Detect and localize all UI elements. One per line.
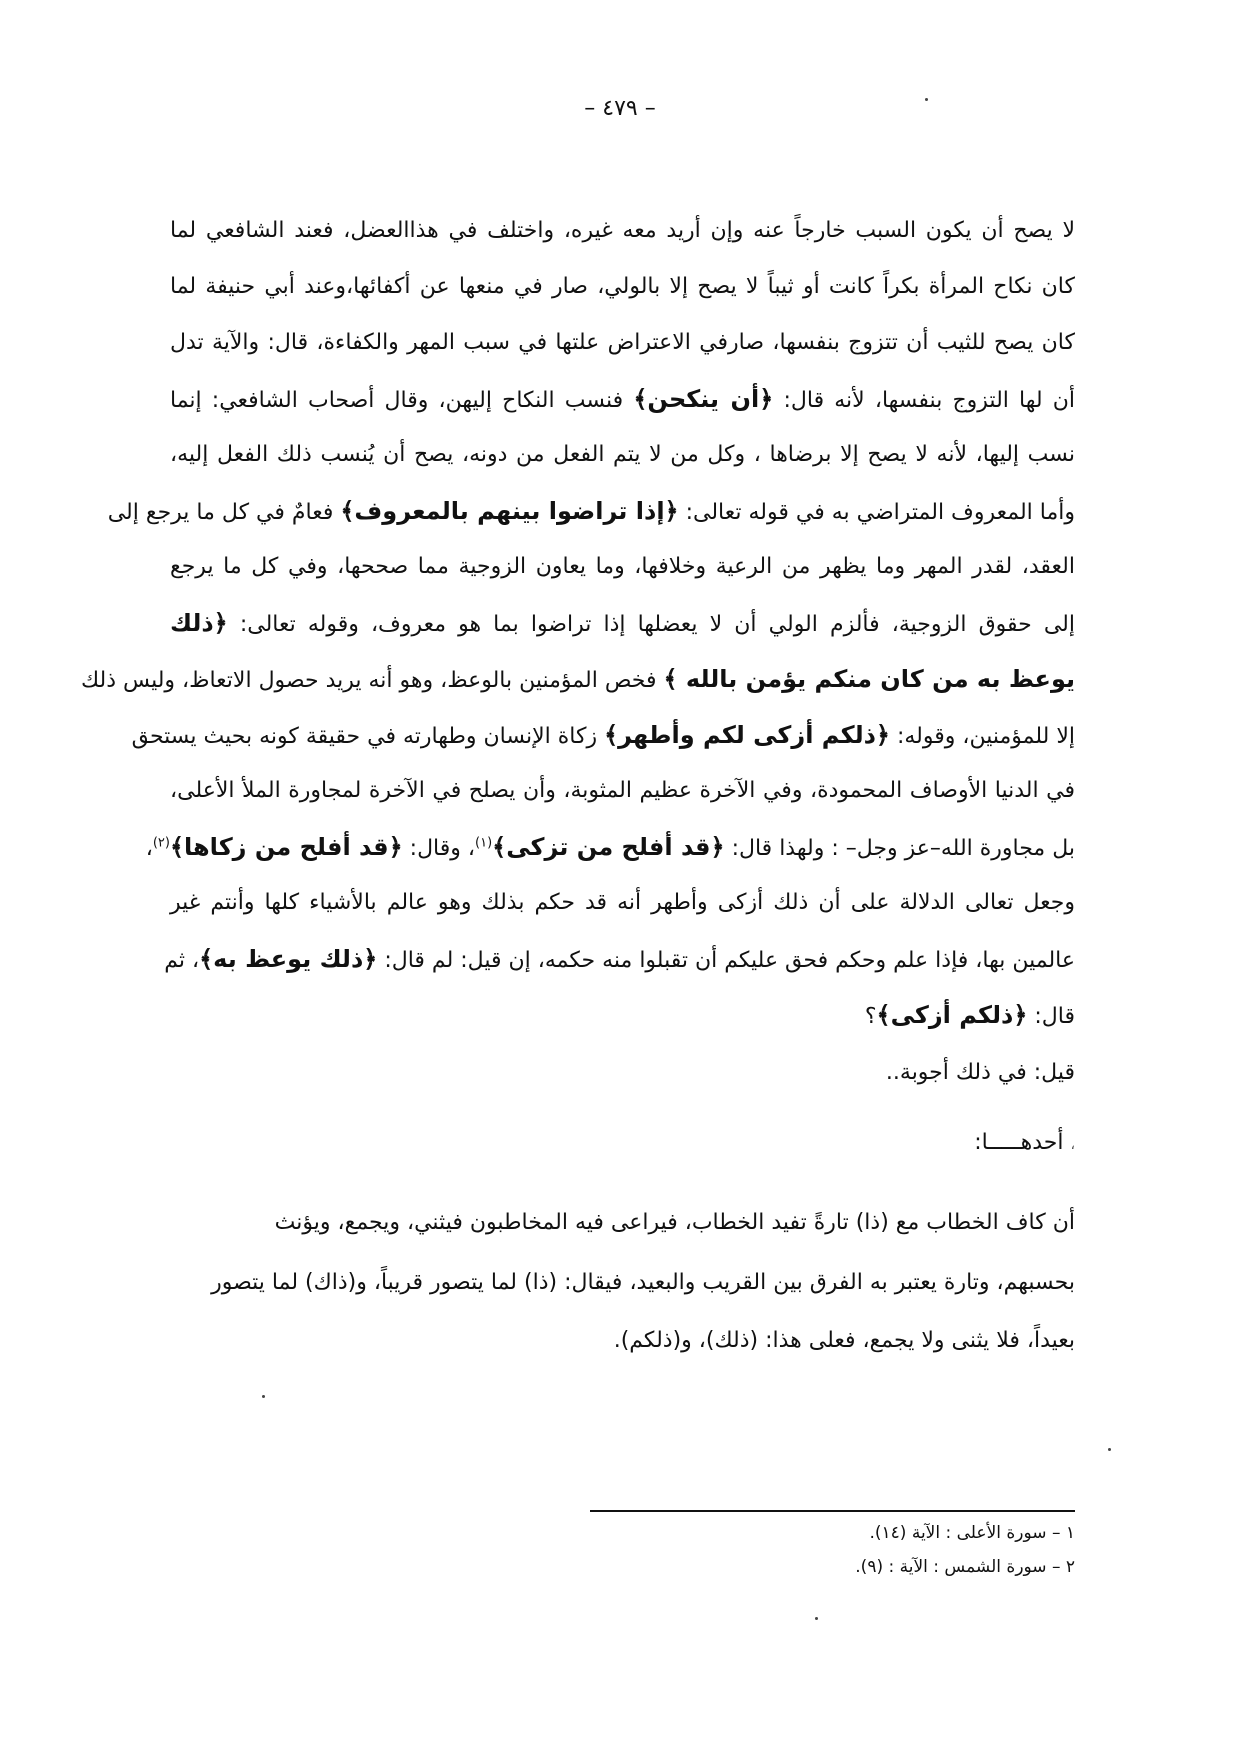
text-run: فعامٌ في كل ما يرجع إلى	[107, 500, 341, 525]
quran-quote: يوعظ به من كان منكم يؤمن بالله ﴾	[663, 665, 1075, 693]
text-line	[131, 707, 1075, 763]
quran-quote: ﴿ذلك يوعظ به﴾	[199, 945, 378, 973]
text-line	[164, 931, 1075, 987]
text-run: ، وقال:	[402, 836, 475, 861]
text-line	[170, 595, 1075, 651]
text-line	[170, 875, 1075, 931]
footnote-divider	[590, 1510, 1075, 1512]
text-line	[170, 315, 1075, 371]
text-line	[145, 819, 1075, 875]
text-line	[107, 483, 1075, 539]
page-number: – ٤٧٩ –	[584, 96, 656, 121]
text-run: فخص المؤمنين بالوعظ، وهو أنه يريد حصول الاتعاظ، وليس ذلك	[80, 668, 664, 693]
text-line	[80, 651, 1075, 707]
footnote-1: ١ – سورة الأعلى : الآية (١٤).	[869, 1523, 1075, 1543]
text-run: كان يصح للثيب أن تتزوج بنفسها، صارفي الاعتراض علتها في سبب المهر والكفاءة، قال: والآية تدل	[170, 330, 1075, 355]
text-run: كان نكاح المرأة بكراً كانت أو ثيباً لا يصح إلا بالولي، صار في منعها عن أكفائها،وعند أبي حنيفة لما	[170, 274, 1075, 299]
text-run: نسب إليها، لأنه لا يصح إلا برضاها ، وكل من لا يتم الفعل من دونه، يصح أن يُنسب ذلك الفعل إليه،	[170, 442, 1075, 467]
first-answer-label: أحدهـــــا:	[974, 1130, 1064, 1155]
text-run: إلا للمؤمنين، وقوله:	[889, 724, 1075, 749]
text-line	[170, 539, 1075, 595]
qila-line: قيل: في ذلك أجوبة..	[885, 1060, 1075, 1085]
text-line	[170, 371, 1075, 427]
text-run: ؟	[864, 1004, 877, 1029]
final-line-3: بعيداً، فلا يثنى ولا يجمع، فعلى هذا: (ذلك)، و(ذلكم).	[613, 1328, 1075, 1353]
text-line	[170, 203, 1075, 259]
quran-quote: ﴿ذلكم أزكى﴾	[876, 1001, 1028, 1029]
speck	[815, 1617, 818, 1620]
first-answer-heading: ، أحدهـــــا:	[974, 1130, 1075, 1155]
text-line	[170, 259, 1075, 315]
text-line	[170, 763, 1075, 819]
footnote-ref: (٢)	[152, 835, 170, 851]
text-run: أن لها التزوج بنفسها، لأنه قال:	[773, 388, 1076, 413]
text-run: إلى حقوق الزوجية، فألزم الولي أن لا يعضلها إذا تراضوا بما هو معروف، وقوله تعالى:	[227, 612, 1075, 637]
final-line-1: أن كاف الخطاب مع (ذا) تارةً تفيد الخطاب، فيراعى فيه المخاطبون فيثني، ويجمع، ويؤنث	[274, 1210, 1075, 1235]
quran-quote: ﴿أن ينكحن﴾	[633, 385, 774, 413]
text-run: زكاة الإنسان وطهارته في حقيقة كونه بحيث يستحق	[131, 724, 605, 749]
final-line-2: بحسبهم، وتارة يعتبر به الفرق بين القريب والبعيد، فيقال: (ذا) لما يتصور قريباً، و(ذاك) لما يتصور	[211, 1270, 1075, 1295]
quran-quote: ﴿قد أفلح من تزكى﴾	[492, 833, 725, 861]
text-run: عالمين بها، فإذا علم وحكم فحق عليكم أن تقبلوا منه حكمه، إن قيل: لم قال:	[377, 948, 1075, 973]
speck	[1108, 1448, 1111, 1451]
footnote-ref: (١)	[475, 835, 493, 851]
text-run: وجعل تعالى الدلالة على أن ذلك أزكى وأطهر أنه قد حكم بذلك وهو عالم بالأشياء كلها وأنتم غير	[170, 890, 1075, 915]
quran-quote: ﴿إذا تراضوا بينهم بالمعروف﴾	[340, 497, 679, 525]
speck	[262, 1395, 265, 1398]
text-line	[170, 987, 1075, 1043]
quran-quote: ﴿ذلكم أزكى لكم وأطهر﴾	[604, 721, 890, 749]
text-run: ، ثم	[164, 948, 200, 973]
text-run: العقد، لقدر المهر وما يظهر من الرعية وخلافها، وما يعاون الزوجية مما صححها، وفي كل ما يرجع	[170, 554, 1075, 579]
footnote-2: ٢ – سورة الشمس : الآية : (٩).	[855, 1557, 1075, 1577]
text-run: فنسب النكاح إليهن، وقال أصحاب الشافعي: إنما	[170, 388, 634, 413]
text-run: لا يصح أن يكون السبب خارجاً عنه وإن أريد معه غيره، واختلف في هذاالعضل، فعند الشافعي لما	[170, 218, 1075, 243]
quran-quote: ﴿ذلك	[170, 609, 228, 637]
quran-quote: ﴿قد أفلح من زكاها﴾	[169, 833, 403, 861]
speck	[925, 98, 928, 101]
text-line	[170, 427, 1075, 483]
text-run: بل مجاورة الله–عز وجل– : ولهذا قال:	[724, 836, 1075, 861]
text-run: في الدنيا الأوصاف المحمودة، وفي الآخرة عظيم المثوبة، وأن يصلح في الآخرة لمجاورة الملأ الأعلى،	[170, 778, 1075, 803]
text-run: وأما المعروف المتراضي به في قوله تعالى:	[678, 500, 1075, 525]
main-text	[80, 203, 1076, 1043]
text-run: قال:	[1027, 1004, 1075, 1029]
text-run: ،	[145, 836, 153, 861]
